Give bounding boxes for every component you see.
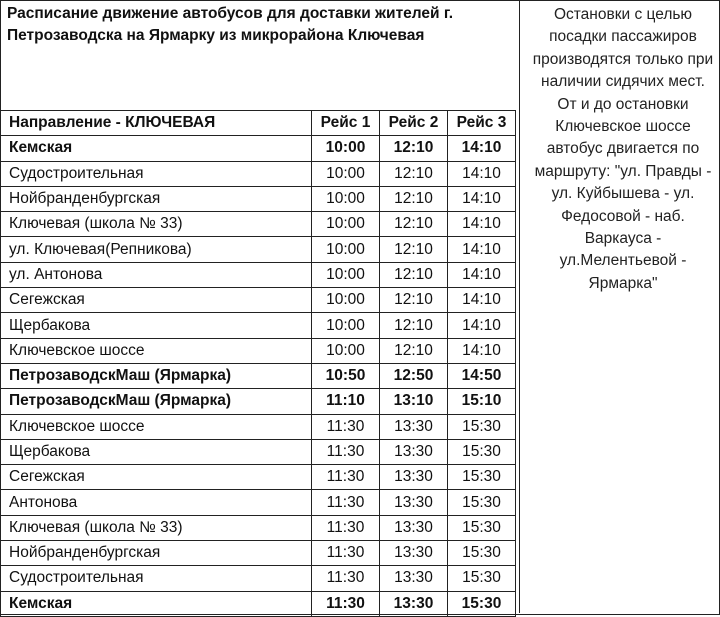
- trip-2-time: 13:30: [380, 439, 448, 464]
- trip-2-time: 12:10: [380, 313, 448, 338]
- stop-name: ул. Антонова: [1, 262, 312, 287]
- stop-name: Нойбранденбургская: [1, 541, 312, 566]
- stop-name: Антонова: [1, 490, 312, 515]
- header-trip-2: Рейс 2: [380, 111, 448, 136]
- table-row: [1, 338, 516, 363]
- trip-3-time: 15:30: [448, 591, 516, 616]
- trip-2-time: 13:30: [380, 490, 448, 515]
- table-row: [1, 363, 516, 388]
- stop-name: Сегежская: [1, 288, 312, 313]
- trip-3-time: 14:10: [448, 338, 516, 363]
- trip-1-time: 11:30: [312, 541, 380, 566]
- trip-1-time: 10:00: [312, 288, 380, 313]
- trip-2-time: 12:10: [380, 237, 448, 262]
- trip-1-time: 10:00: [312, 313, 380, 338]
- trip-1-time: 10:00: [312, 161, 380, 186]
- table-row: [1, 490, 516, 515]
- trip-2-time: 13:30: [380, 591, 448, 616]
- trip-1-time: 11:30: [312, 414, 380, 439]
- trip-1-time: 10:00: [312, 338, 380, 363]
- trip-2-time: 13:30: [380, 541, 448, 566]
- table-row: [1, 161, 516, 186]
- stop-name: Кемская: [1, 591, 312, 616]
- trip-2-time: 12:10: [380, 212, 448, 237]
- trip-1-time: 10:00: [312, 237, 380, 262]
- trip-1-time: 10:00: [312, 136, 380, 161]
- trip-1-time: 10:00: [312, 212, 380, 237]
- header-trip-3: Рейс 3: [448, 111, 516, 136]
- trip-1-time: 11:30: [312, 439, 380, 464]
- table-row: [1, 541, 516, 566]
- trip-3-time: 15:30: [448, 541, 516, 566]
- table-row: [1, 515, 516, 540]
- trip-2-time: 13:30: [380, 515, 448, 540]
- stop-name: Ключевая (школа № 33): [1, 212, 312, 237]
- schedule-title: Расписание движение автобусов для доставки жителей г. Петрозаводска на Ярмарку из микрорайона Ключевая: [7, 5, 454, 44]
- table-row: [1, 186, 516, 211]
- trip-2-time: 12:50: [380, 363, 448, 388]
- stop-name: ПетрозаводскМаш (Ярмарка): [1, 363, 312, 388]
- stop-name: Сегежская: [1, 465, 312, 490]
- table-header-row: [1, 111, 516, 136]
- route-note: Остановки с целью посадки пассажиров производятся только при наличии сидячих мест. От и до остановки Ключевское шоссе автобус двигается по маршруту: "ул. Правды - ул. Куйбышева - ул. Федосовой - наб. Варкауса - ул.Мелентьевой - Ярмарка": [532, 6, 714, 292]
- table-row: [1, 136, 516, 161]
- trip-1-time: 11:30: [312, 566, 380, 591]
- trip-3-time: 14:10: [448, 136, 516, 161]
- trip-3-time: 15:10: [448, 389, 516, 414]
- trip-3-time: 15:30: [448, 414, 516, 439]
- trip-3-time: 15:30: [448, 566, 516, 591]
- trip-3-time: 14:10: [448, 212, 516, 237]
- stop-name: Кемская: [1, 136, 312, 161]
- trip-1-time: 11:30: [312, 490, 380, 515]
- stop-name: Щербакова: [1, 313, 312, 338]
- trip-1-time: 10:00: [312, 262, 380, 287]
- table-row: [1, 389, 516, 414]
- stop-name: ПетрозаводскМаш (Ярмарка): [1, 389, 312, 414]
- table-row: [1, 313, 516, 338]
- trip-1-time: 10:00: [312, 186, 380, 211]
- trip-3-time: 15:30: [448, 515, 516, 540]
- trip-3-time: 14:10: [448, 161, 516, 186]
- header-trip-1: Рейс 1: [312, 111, 380, 136]
- trip-1-time: 11:30: [312, 515, 380, 540]
- trip-3-time: 15:30: [448, 490, 516, 515]
- table-row: [1, 262, 516, 287]
- trip-3-time: 14:10: [448, 262, 516, 287]
- trip-2-time: 12:10: [380, 186, 448, 211]
- trip-2-time: 12:10: [380, 262, 448, 287]
- trip-3-time: 14:10: [448, 186, 516, 211]
- trip-1-time: 10:50: [312, 363, 380, 388]
- trip-3-time: 14:10: [448, 313, 516, 338]
- trip-1-time: 11:30: [312, 465, 380, 490]
- trip-1-time: 11:30: [312, 591, 380, 616]
- table-row: [1, 212, 516, 237]
- trip-2-time: 13:30: [380, 566, 448, 591]
- stop-name: ул. Ключевая(Репникова): [1, 237, 312, 262]
- trip-2-time: 13:10: [380, 389, 448, 414]
- stop-name: Нойбранденбургская: [1, 186, 312, 211]
- trip-3-time: 15:30: [448, 465, 516, 490]
- table-row: [1, 439, 516, 464]
- trip-1-time: 11:10: [312, 389, 380, 414]
- trip-3-time: 14:10: [448, 288, 516, 313]
- table-row: [1, 414, 516, 439]
- table-row: [1, 591, 516, 616]
- trip-2-time: 12:10: [380, 288, 448, 313]
- trip-3-time: 14:10: [448, 237, 516, 262]
- stop-name: Ключевское шоссе: [1, 338, 312, 363]
- stop-name: Щербакова: [1, 439, 312, 464]
- table-row: [1, 288, 516, 313]
- trip-3-time: 14:50: [448, 363, 516, 388]
- stop-name: Судостроительная: [1, 566, 312, 591]
- trip-2-time: 13:30: [380, 465, 448, 490]
- table-row: [1, 465, 516, 490]
- trip-2-time: 13:30: [380, 414, 448, 439]
- header-direction: Направление - КЛЮЧЕВАЯ: [1, 111, 312, 136]
- stop-name: Ключевая (школа № 33): [1, 515, 312, 540]
- stop-name: Судостроительная: [1, 161, 312, 186]
- trip-3-time: 15:30: [448, 439, 516, 464]
- trip-2-time: 12:10: [380, 338, 448, 363]
- table-row: [1, 237, 516, 262]
- stop-name: Ключевское шоссе: [1, 414, 312, 439]
- trip-2-time: 12:10: [380, 161, 448, 186]
- table-row: [1, 566, 516, 591]
- trip-2-time: 12:10: [380, 136, 448, 161]
- schedule-table: [0, 110, 516, 617]
